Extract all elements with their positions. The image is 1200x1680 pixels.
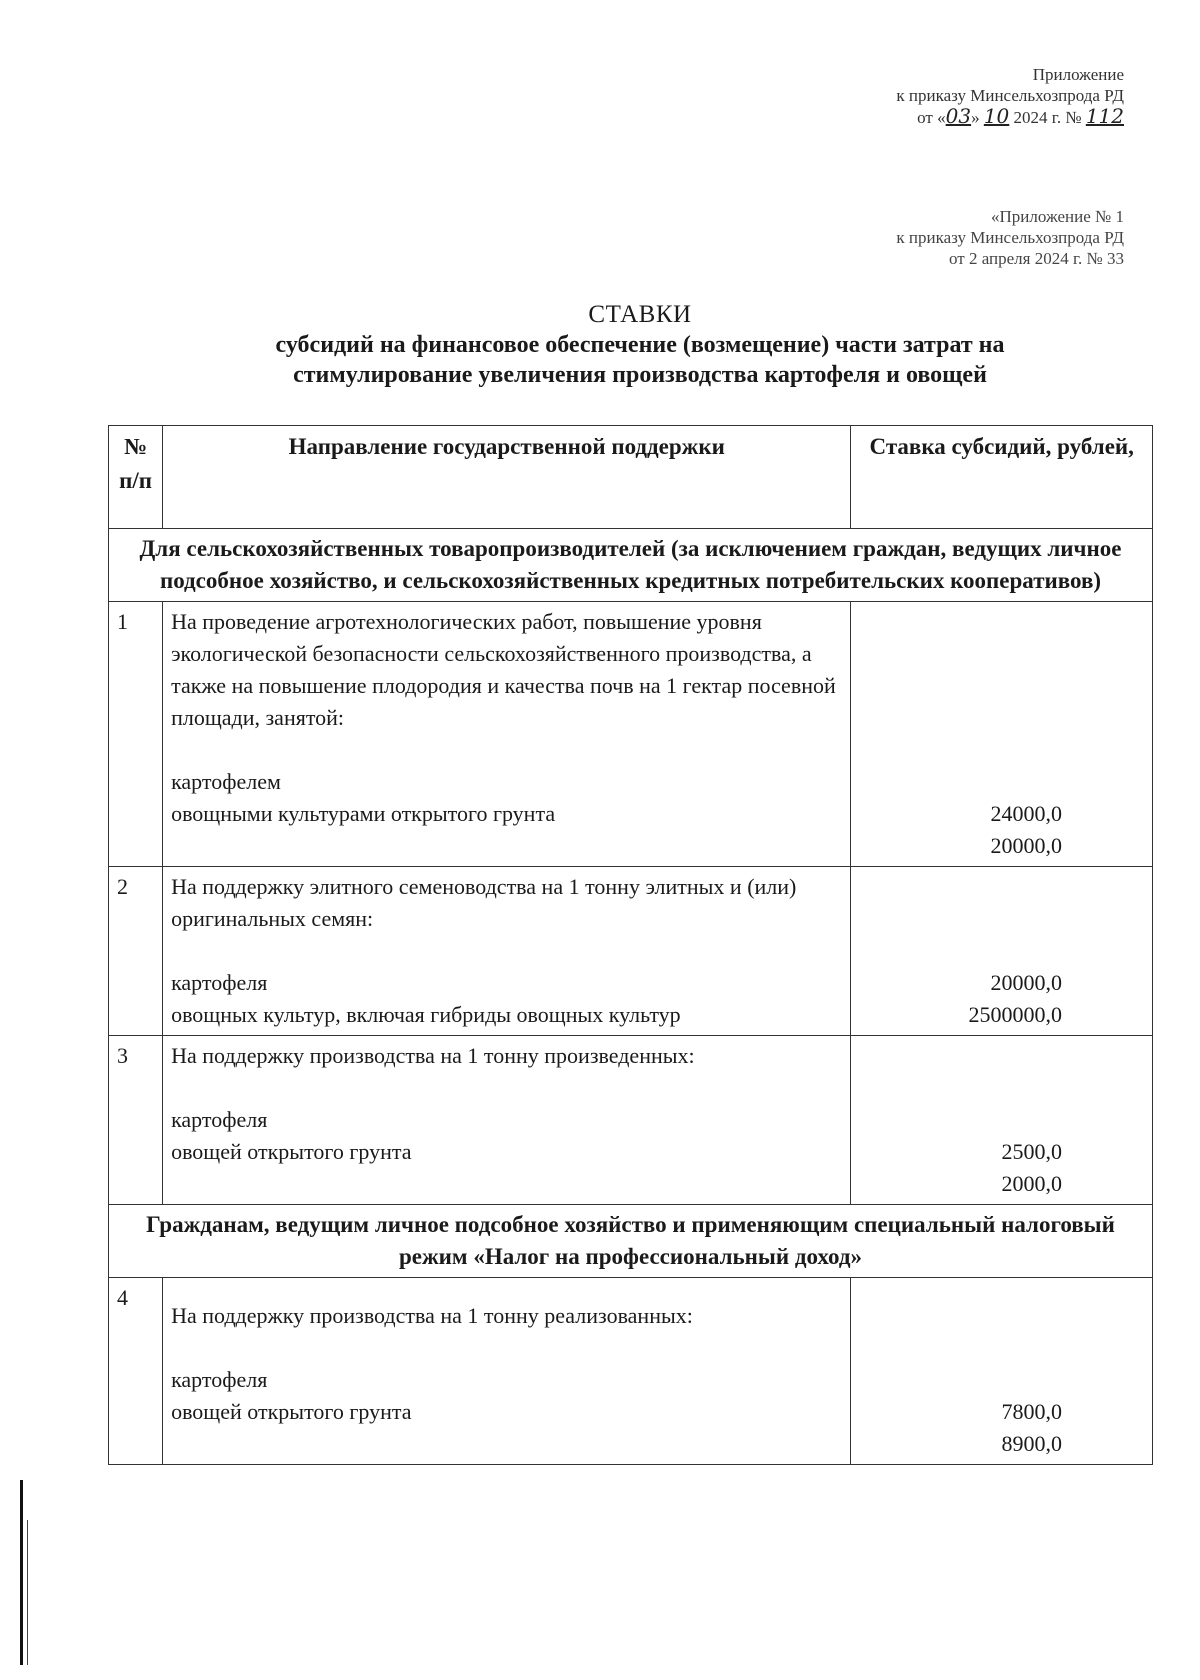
table-row xyxy=(109,1036,1153,1205)
header-rate: Ставка субсидий, рублей, xyxy=(851,426,1153,529)
handwritten-number: 112 xyxy=(1085,104,1124,128)
scan-edge-line xyxy=(20,1480,23,1665)
rate-value: 2500,0 xyxy=(1001,1139,1062,1164)
row-direction xyxy=(163,1036,851,1205)
row-intro: На поддержку производства на 1 тонну произведенных: xyxy=(171,1043,695,1068)
row-rate xyxy=(851,602,1153,867)
table-row xyxy=(109,602,1153,867)
header-direction: Направление государственной поддержки xyxy=(163,426,851,529)
table-row xyxy=(109,1278,1153,1465)
row-intro: На поддержку производства на 1 тонну реализованных: xyxy=(171,1303,693,1328)
prev-appendix-line3: от 2 апреля 2024 г. № 33 xyxy=(949,249,1124,268)
table-header-row xyxy=(109,426,1153,529)
row-number: 3 xyxy=(109,1036,163,1205)
group-row xyxy=(109,529,1153,602)
row-direction xyxy=(163,602,851,867)
row-item: картофеля xyxy=(171,970,268,995)
rate-value: 2500000,0 xyxy=(968,1002,1062,1027)
table-row xyxy=(109,867,1153,1036)
row-rate xyxy=(851,1036,1153,1205)
prev-appendix-line1: «Приложение № 1 xyxy=(991,207,1124,226)
group-heading-producers: Для сельскохозяйственных товаропроизводителей (за исключением граждан, ведущих личное подсобное хозяйство, и сельскохозяйственных кредитных потребительских кооперативов) xyxy=(109,529,1153,602)
appendix-line2: к приказу Минсельхозпрода РД xyxy=(896,86,1124,105)
row-item: картофеля xyxy=(171,1107,268,1132)
appendix-line3: от «03» 10 2024 г. № 112 xyxy=(917,104,1124,128)
row-item: овощей открытого грунта xyxy=(171,1399,412,1424)
row-item: овощных культур, включая гибриды овощных культур xyxy=(171,1002,681,1027)
row-item: овощными культурами открытого грунта xyxy=(171,801,556,826)
appendix-line1: Приложение xyxy=(1032,65,1124,84)
handwritten-month: 10 xyxy=(983,104,1010,128)
row-intro: На поддержку элитного семеноводства на 1 тонну элитных и (или) оригинальных семян: xyxy=(171,874,797,931)
row-number: 4 xyxy=(109,1278,163,1465)
header-no: № п/п xyxy=(109,426,163,529)
row-rate xyxy=(851,1278,1153,1465)
previous-appendix-reference xyxy=(896,206,1124,269)
row-item: картофелем xyxy=(171,769,281,794)
rate-value: 7800,0 xyxy=(1001,1399,1062,1424)
row-item: овощей открытого грунта xyxy=(171,1139,412,1164)
title-line2: стимулирование увеличения производства картофеля и овощей xyxy=(293,362,987,388)
handwritten-day: 03 xyxy=(945,104,972,128)
row-rate xyxy=(851,867,1153,1036)
row-direction xyxy=(163,867,851,1036)
group-heading-citizens: Гражданам, ведущим личное подсобное хозяйство и применяющим специальный налоговый режим «Налог на профессиональный доход» xyxy=(109,1205,1153,1278)
scan-edge-line xyxy=(27,1520,28,1665)
row-number: 2 xyxy=(109,867,163,1036)
rate-value: 20000,0 xyxy=(990,833,1062,858)
rates-table xyxy=(108,425,1153,1465)
rate-value: 8900,0 xyxy=(1001,1431,1062,1456)
row-item: картофеля xyxy=(171,1367,268,1392)
prev-appendix-line2: к приказу Минсельхозпрода РД xyxy=(896,228,1124,247)
rate-value: 2000,0 xyxy=(1001,1171,1062,1196)
rate-value: 20000,0 xyxy=(990,970,1062,995)
rate-value: 24000,0 xyxy=(990,801,1062,826)
title-line1: субсидий на финансовое обеспечение (возмещение) части затрат на xyxy=(275,332,1005,358)
group-row xyxy=(109,1205,1153,1278)
row-intro: На проведение агротехнологических работ, повышение уровня экологической безопасности сельскохозяйственного производства, а также на повышение плодородия и качества почв на 1 гектар посевной площади, занятой: xyxy=(171,609,836,730)
document-title xyxy=(0,300,1200,390)
title-heading: СТАВКИ xyxy=(588,301,692,328)
row-number: 1 xyxy=(109,602,163,867)
row-direction xyxy=(163,1278,851,1465)
appendix-reference xyxy=(896,64,1124,128)
